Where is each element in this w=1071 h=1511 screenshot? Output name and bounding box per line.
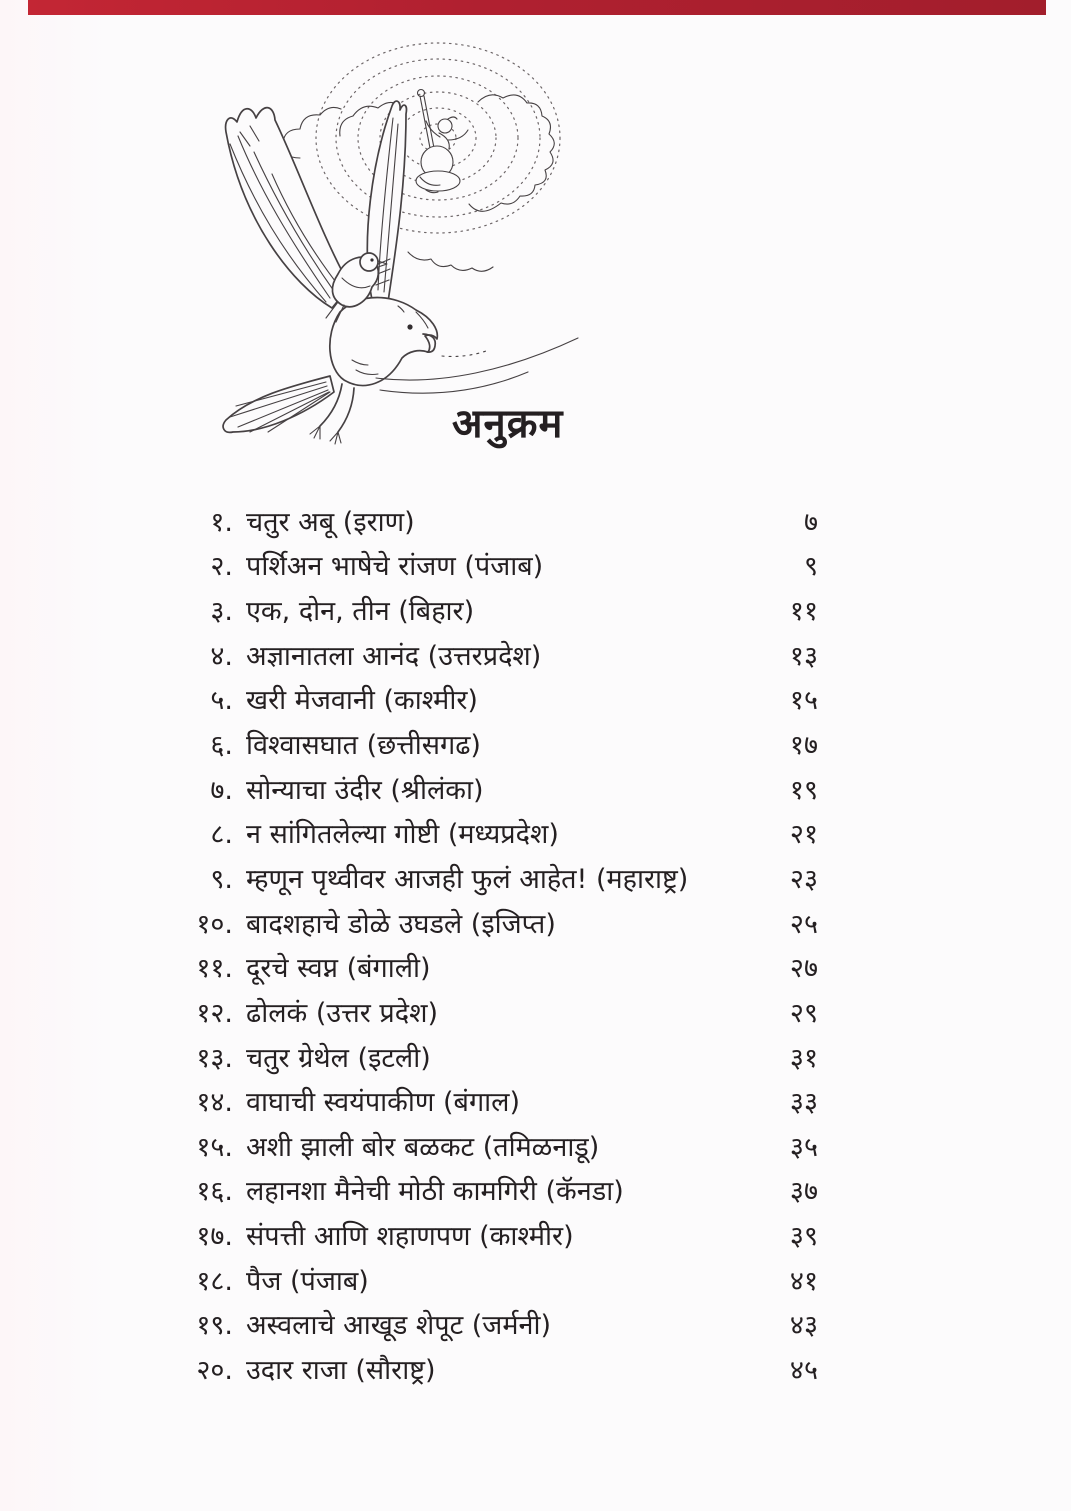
- toc-entry-title: विश्वासघात (छत्तीसगढ): [246, 730, 481, 762]
- toc-entry-number: १५.: [196, 1131, 233, 1163]
- toc-entry-number: ११.: [196, 953, 233, 985]
- toc-entry-number: २०.: [196, 1354, 233, 1386]
- toc-entry-number: ८.: [210, 819, 233, 851]
- toc-entry-title: चतुर ग्रेथेल (इटली): [246, 1042, 431, 1074]
- toc-entry: [150, 587, 818, 632]
- toc-entry: [150, 855, 818, 900]
- toc-entry-title: बादशहाचे डोळे उघडले (इजिप्त): [246, 908, 556, 940]
- toc-entry-page: ११: [789, 596, 818, 628]
- toc-entry: [150, 766, 818, 811]
- eagle-left-wing-icon: [226, 108, 350, 308]
- toc-entry: [150, 1212, 818, 1257]
- toc-entry-number: २.: [210, 551, 233, 583]
- toc-entry: [150, 1168, 818, 1213]
- toc-entry-page: ४५: [789, 1354, 818, 1386]
- toc-entry-title: चतुर अबू (इराण): [246, 506, 415, 538]
- toc-entry-title: न सांगितलेल्या गोष्टी (मध्यप्रदेश): [246, 819, 559, 851]
- toc-entry-title: लहानशा मैनेची मोठी कामगिरी (कॅनडा): [246, 1176, 624, 1208]
- toc-entry-number: ४.: [210, 640, 233, 672]
- toc-entry-number: १७.: [196, 1221, 233, 1253]
- toc-entry-number: १३.: [196, 1042, 233, 1074]
- toc-entry-title: अज्ञानातला आनंद (उत्तरप्रदेश): [246, 640, 542, 672]
- toc-entry-title: उदार राजा (सौराष्ट्र): [246, 1354, 436, 1386]
- toc-entry-page: २५: [789, 908, 818, 940]
- toc-entry-number: १.: [210, 506, 233, 538]
- toc-entry-page: ३५: [789, 1131, 818, 1163]
- toc-entry-number: १९.: [196, 1310, 233, 1342]
- toc-entry-page: ४१: [789, 1265, 818, 1297]
- toc-entry: [150, 677, 818, 722]
- scan-top-edge-bar: [28, 0, 1046, 15]
- toc-entry-page: ३१: [789, 1042, 818, 1074]
- toc-entry-page: १९: [789, 774, 818, 806]
- toc-entry-page: ९: [803, 551, 818, 583]
- toc-entry: [150, 498, 818, 543]
- toc-entry: [150, 632, 818, 677]
- toc-entry-page: ३३: [789, 1087, 818, 1119]
- toc-entry: [150, 543, 818, 588]
- toc-entry-page: ३७: [789, 1176, 818, 1208]
- toc-entry-page: ४३: [789, 1310, 818, 1342]
- toc-entry-number: ७.: [210, 774, 233, 806]
- toc-entry-page: २९: [789, 997, 818, 1029]
- toc-entry-number: १२.: [196, 997, 233, 1029]
- eagle-body-icon: [330, 298, 438, 386]
- toc-entry: [150, 1302, 818, 1347]
- toc-entry-page: २१: [789, 819, 818, 851]
- toc-entry-page: १५: [789, 685, 818, 717]
- toc-entry-number: ३.: [210, 596, 233, 628]
- toc-entry: [150, 1078, 818, 1123]
- toc-entry-page: २३: [789, 863, 818, 895]
- toc-entry-number: १४.: [196, 1087, 233, 1119]
- toc-entry-page: १३: [789, 640, 818, 672]
- toc-entry-title: म्हणून पृथ्वीवर आजही फुलं आहेत! (महाराष्ट्र): [246, 863, 689, 895]
- toc-entry-title: सोन्याचा उंदीर (श्रीलंका): [246, 774, 484, 806]
- toc-entry-page: १७: [789, 730, 818, 762]
- toc-entry-page: २७: [789, 953, 818, 985]
- toc-entry-title: पर्शिअन भाषेचे रांजण (पंजाब): [246, 551, 544, 583]
- halo-rings-icon: [316, 43, 560, 233]
- toc-entry-title: अशी झाली बोर बळकट (तमिळनाडू): [246, 1131, 600, 1163]
- toc-list: [150, 498, 818, 1391]
- toc-entry: [150, 900, 818, 945]
- toc-entry: [150, 721, 818, 766]
- toc-entry: [150, 1123, 818, 1168]
- toc-entry-title: अस्वलाचे आखूड शेपूट (जर्मनी): [246, 1310, 551, 1342]
- toc-entry-number: १८.: [196, 1265, 233, 1297]
- toc-entry-number: ६.: [210, 730, 233, 762]
- toc-entry-title: दूरचे स्वप्न (बंगाली): [246, 953, 431, 985]
- toc-entry-title: ढोलकं (उत्तर प्रदेश): [246, 997, 439, 1029]
- toc-entry-title: संपत्ती आणि शहाणपण (काश्मीर): [246, 1221, 574, 1253]
- toc-entry-page: ३९: [789, 1221, 818, 1253]
- toc-entry-title: पैज (पंजाब): [246, 1265, 369, 1297]
- toc-entry-page: ७: [803, 506, 818, 538]
- toc-entry-number: ५.: [210, 685, 233, 717]
- toc-entry: [150, 989, 818, 1034]
- toc-entry: [150, 810, 818, 855]
- page-title: अनुक्रम: [452, 401, 564, 447]
- toc-entry-title: एक, दोन, तीन (बिहार): [246, 596, 475, 628]
- toc-entry-title: वाघाची स्वयंपाकीण (बंगाल): [246, 1087, 520, 1119]
- toc-entry-number: १०.: [196, 908, 233, 940]
- toc-entry: [150, 1257, 818, 1302]
- toc-entry: [150, 1034, 818, 1079]
- toc-entry-number: १६.: [196, 1176, 233, 1208]
- toc-entry-title: खरी मेजवानी (काश्मीर): [246, 685, 478, 717]
- musician-figure-icon: [416, 90, 468, 193]
- toc-entry-number: ९.: [210, 863, 233, 895]
- eagle-tail-icon: [223, 376, 334, 432]
- toc-entry: [150, 944, 818, 989]
- toc-entry: [150, 1346, 818, 1391]
